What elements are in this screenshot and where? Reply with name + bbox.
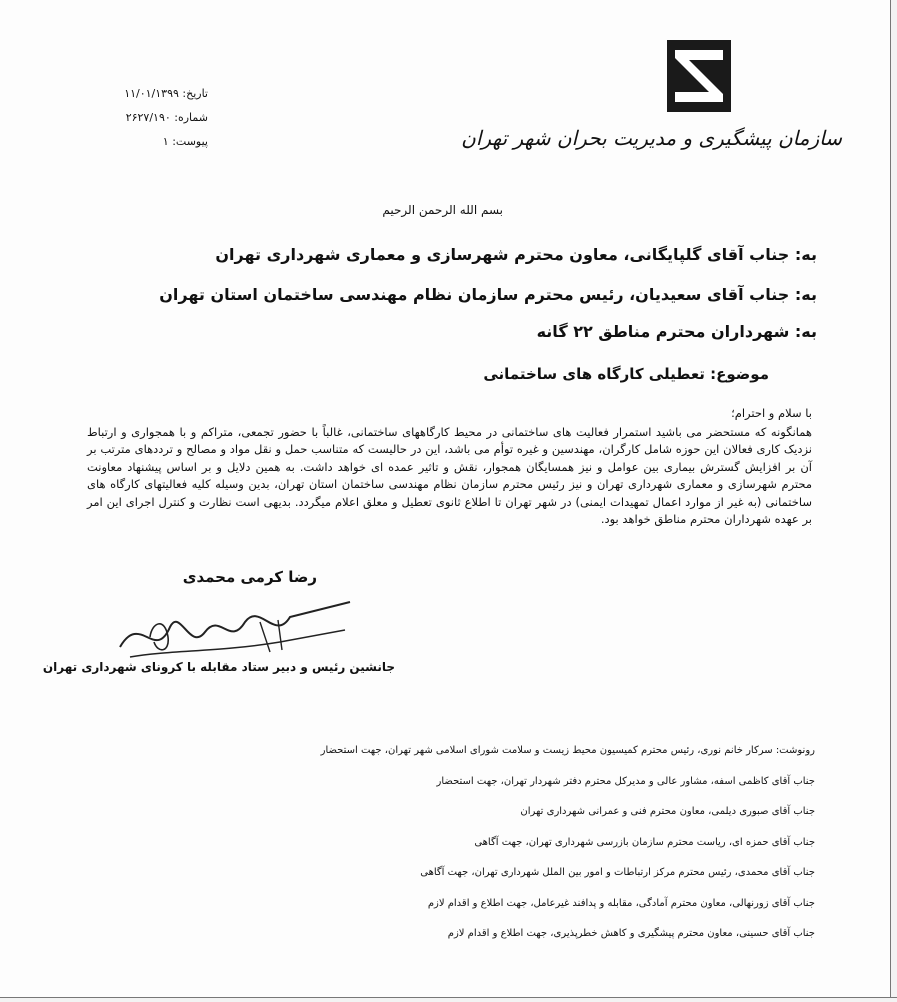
addressee-1: به: جناب آقای گلپایگانی، معاون محترم شهرسازی و معماری شهرداری تهران: [215, 245, 817, 264]
addressee-2: به: جناب آقای سعیدیان، رئیس محترم سازمان نظام مهندسی ساختمان استان تهران: [159, 285, 817, 304]
letter-attachment: پیوست: ۱: [162, 135, 208, 148]
scan-border-right: [890, 0, 897, 1002]
cc-list: [215, 736, 815, 950]
greeting: با سلام و احترام؛: [731, 406, 812, 420]
cc-item: رونوشت: سرکار خانم نوری، رئیس محترم کمیسیون محیط زیست و سلامت شورای اسلامی شهر تهران، جهت استحضار: [320, 745, 815, 756]
letter-body: [87, 405, 812, 529]
cc-item: جناب آقای صبوری دیلمی، معاون محترم فنی و عمرانی شهرداری تهران: [520, 806, 815, 817]
cc-item: جناب آقای حمزه ای، ریاست محترم سازمان بازرسی شهرداری تهران، جهت آگاهی: [474, 836, 815, 848]
letter-date: تاریخ: ۱۱/۰۱/۱۳۹۹: [124, 87, 208, 100]
addressee-3: به: شهرداران محترم مناطق ۲۲ گانه: [536, 322, 817, 341]
cc-item: جناب آقای حسینی، معاون محترم پیشگیری و کاهش خطرپذیری، جهت اطلاع و اقدام لازم: [447, 928, 815, 939]
organization-name: سازمان پیشگیری و مدیریت بحران شهر تهران: [461, 126, 842, 150]
signatory-name: رضا کرمی محمدی: [182, 568, 317, 586]
cc-item: جناب آقای محمدی، رئیس محترم مرکز ارتباطات و امور بین الملل شهرداری تهران، جهت آگاهی: [420, 867, 815, 878]
letter-subject: موضوع: تعطیلی کارگاه های ساختمانی: [483, 365, 769, 383]
letter-meta: [88, 82, 208, 154]
cc-item: جناب آقای زورنهالی، معاون محترم آمادگی، مقابله و پدافند غیرعامل، جهت اطلاع و اقدام لازم: [427, 897, 815, 909]
organization-logo: [667, 40, 731, 112]
body-paragraph: همانگونه که مستحضر می باشید استمرار فعالیت های ساختمانی در محیط کارگاههای ساختمانی، غالباً با حضور تجمعی، متراکم و با همجواری و ارتباط نزدیک کاری فعالان این حوزه شامل کارگران، مهندسین و غیره توأم می باشد، این در حالیست که متناسب حمل و نقل مواد و مصالح و ترددهای مترتب بر آن بر افزایش گسترش بیماری بین عوامل و نیز همسایگان همجوار، نقش و تاثیر عمده ای خواهد داشت. به همین دلایل و بر اساس پیشنهاد معاونت محترم شهرسازی و معماری شهرداری تهران و نیز رئیس محترم سازمان نظام مهندسی ساختمان استان تهران، بدین وسیله کلیه فعالیتهای کارگاه های ساختمانی (به غیر از موارد اعمال تمهیدات ایمنی) در شهر تهران تا اطلاع ثانوی تعطیل و معلق اعلام میگردد. بدیهی است نظارت و کنترل اجرای این امر بر عهده شهرداران محترم مناطق خواهد بود.: [87, 424, 812, 526]
letter-number: شماره: ۲۶۲۷/۱۹۰: [125, 111, 208, 124]
bismillah: بسم الله الرحمن الرحیم: [382, 203, 503, 217]
scan-border-bottom: [0, 997, 897, 1002]
signatory-title: جانشین رئیس و دبیر ستاد مقابله با کرونای شهرداری تهران: [42, 660, 395, 674]
cc-item: جناب آقای کاظمی اسفه، مشاور عالی و مدیرکل محترم دفتر شهردار تهران، جهت استحضار: [436, 775, 815, 787]
